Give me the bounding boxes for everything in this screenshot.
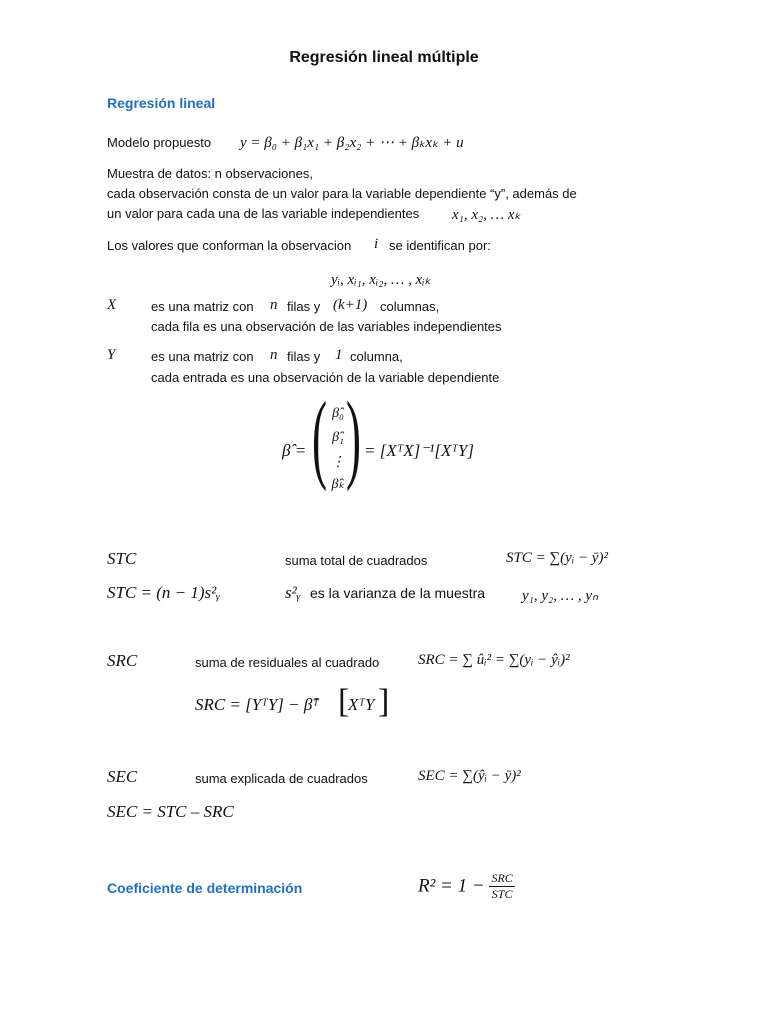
y-n: n <box>270 347 278 363</box>
valores-suffix: se identifican por: <box>389 238 491 253</box>
valores-i: i <box>374 236 379 252</box>
muestra-line-1: Muestra de datos: n observaciones, <box>107 166 313 181</box>
beta-hat-1: β̂₁ <box>332 430 344 445</box>
y-text-1: es una matriz con <box>151 349 254 364</box>
r2-denominator: STC <box>491 887 513 901</box>
muestra-line-3: un valor para cada una de las variable independientes <box>107 206 420 221</box>
sy-symbol: s²ᵧ <box>285 583 301 602</box>
stc-symbol: STC <box>107 549 137 568</box>
y-one: 1 <box>335 347 343 363</box>
beta-hat-0: β̂₀ <box>332 406 344 421</box>
src-equation-2-right: XᵀY <box>348 695 375 714</box>
observation-formula: yᵢ, xᵢ₁, xᵢ₂, … , xᵢₖ <box>331 272 432 288</box>
r2-numerator: SRC <box>491 871 513 885</box>
sec-symbol: SEC <box>107 767 138 786</box>
beta-hat-rhs: = [XᵀX]⁻¹[XᵀY] <box>364 441 474 460</box>
x-text-3: columnas, <box>380 299 440 314</box>
sec-equation-2: SEC = STC – SRC <box>107 802 234 821</box>
src-bracket-left: [ <box>338 683 350 720</box>
src-bracket-right: ] <box>378 683 390 720</box>
r2-lhs: R² = 1 − <box>418 875 485 897</box>
src-equation-2: SRC = [YᵀY] − β̂ᵀ <box>195 695 319 714</box>
sy-description: es la varianza de la muestra <box>310 585 486 601</box>
page-title: Regresión lineal múltiple <box>289 49 479 66</box>
muestra-line-2: cada observación consta de un valor para la variable dependiente “y”, además de <box>107 186 577 201</box>
beta-vdots: ⋮ <box>331 455 345 470</box>
beta-hat-lhs: β̂ = <box>282 441 307 460</box>
stc-equation-2: STC = (n − 1)s²ᵧ <box>107 583 221 602</box>
r2-fraction <box>489 871 514 902</box>
y-text-3: columna, <box>350 349 403 364</box>
x-k: (k+1) <box>333 297 368 313</box>
src-formula: SRC = ∑ ûᵢ² = ∑(yᵢ − ŷᵢ)² <box>418 652 570 668</box>
section-heading-regresion: Regresión lineal <box>107 95 216 111</box>
stc-formula: STC = ∑(yᵢ − ȳ)² <box>506 550 608 566</box>
r2-formula <box>418 871 515 902</box>
right-paren: ) <box>346 381 361 492</box>
y-text-2: filas y <box>287 349 321 364</box>
x-line-2: cada fila es una observación de las variables independientes <box>151 319 502 334</box>
valores-prefix: Los valores que conforman la observacion <box>107 238 352 253</box>
beta-hat-k: β̂ₖ <box>331 477 345 492</box>
x-text-2: filas y <box>287 299 321 314</box>
src-symbol: SRC <box>107 651 138 670</box>
y-symbol: Y <box>107 347 116 363</box>
src-description: suma de residuales al cuadrado <box>195 655 380 670</box>
beta-vector <box>312 381 361 500</box>
modelo-formula: y = β₀ + β₁x₁ + β₂x₂ + ⋯ + βₖxₖ + u <box>240 135 464 151</box>
modelo-label: Modelo propuesto <box>107 135 212 150</box>
x-text-1: es una matriz con <box>151 299 254 314</box>
x-symbol: X <box>107 297 117 313</box>
y-line-2: cada entrada es una observación de la variable dependiente <box>151 370 500 385</box>
stc-description: suma total de cuadrados <box>285 553 428 568</box>
muestra-vars: x₁, x₂, … xₖ <box>452 207 521 223</box>
coef-heading: Coeficiente de determinación <box>107 880 303 896</box>
sec-formula: SEC = ∑(ŷᵢ − ȳ)² <box>418 768 521 784</box>
sy-sample: y₁, y₂, … , yₙ <box>522 588 598 604</box>
sec-description: suma explicada de cuadrados <box>195 771 368 786</box>
left-paren: ( <box>312 381 327 492</box>
x-n: n <box>270 297 278 313</box>
